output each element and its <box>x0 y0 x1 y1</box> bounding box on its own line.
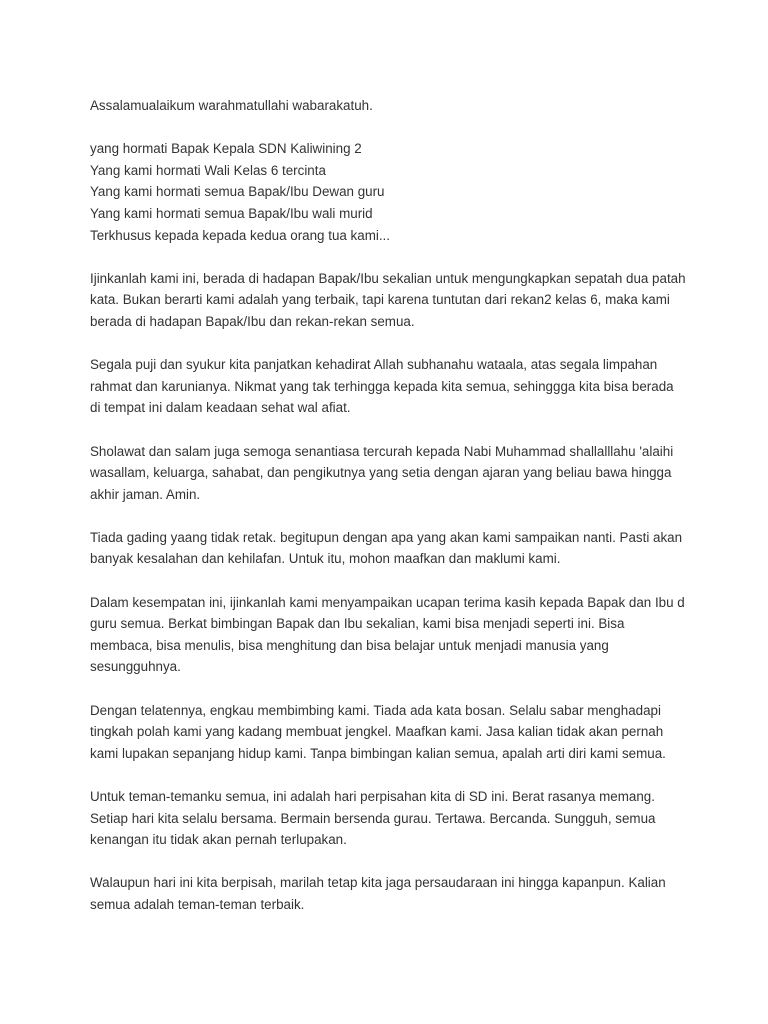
document-page <box>90 95 750 937</box>
paragraph-line: semua adalah teman-teman terbaik. <box>90 896 305 912</box>
paragraph-line: membaca, bisa menulis, bisa menghitung dan bisa belajar untuk menjadi manusia yang <box>90 637 609 653</box>
addressee-line: Terkhusus kepada kepada kedua orang tua kami... <box>90 227 390 243</box>
addressee-line: Yang kami hormati semua Bapak/Ibu wali murid <box>90 205 373 221</box>
paragraph-line: Dengan telatennya, engkau membimbing kami. Tiada ada kata bosan. Selalu sabar menghadapi <box>90 702 661 718</box>
paragraph-friends <box>90 786 750 851</box>
paragraph-praise <box>90 354 750 419</box>
paragraph-apology <box>90 527 750 570</box>
paragraph-line: Untuk teman-temanku semua, ini adalah hari perpisahan kita di SD ini. Berat rasanya memang. <box>90 789 655 804</box>
paragraph-line: Setiap hari kita selalu bersama. Bermain bersenda gurau. Tertawa. Bercanda. Sungguh, semua <box>90 810 656 826</box>
paragraph-line: Ijinkanlah kami ini, berada di hadapan Bapak/Ibu sekalian untuk mengungkapkan sepatah dua patah <box>90 270 686 286</box>
paragraph-line: di tempat ini dalam keadaan sehat wal afiat. <box>90 400 351 416</box>
paragraph-introduction <box>90 268 750 333</box>
paragraph-line: akhir jaman. Amin. <box>90 486 201 502</box>
paragraph-line: Dalam kesempatan ini, ijinkanlah kami menyampaikan ucapan terima kasih kepada Bapak dan Ibu d <box>90 594 685 610</box>
paragraph-line: rahmat dan karunianya. Nikmat yang tak terhingga kepada kita semua, sehinggga kita bisa berada <box>90 378 674 394</box>
paragraph-line: Segala puji dan syukur kita panjatkan kehadirat Allah subhanahu wataala, atas segala limpahan <box>90 357 658 373</box>
paragraph-patience <box>90 700 750 765</box>
greeting <box>90 95 750 117</box>
paragraph-line: kata. Bukan berarti kami adalah yang terbaik, tapi karena tuntutan dari rekan2 kelas 6, maka kami <box>90 292 670 308</box>
paragraph-line: Tiada gading yaang tidak retak. begitupun dengan apa yang akan kami sampaikan nanti. Pasti akan <box>90 529 683 545</box>
paragraph-line: sesungguhnya. <box>90 659 181 675</box>
addressee-line: yang hormati Bapak Kepala SDN Kaliwining 2 <box>90 141 362 157</box>
paragraph-line: tingkah polah kami yang kadang membuat jengkel. Maafkan kami. Jasa kalian tidak akan pernah <box>90 724 664 740</box>
paragraph-farewell <box>90 872 750 915</box>
paragraph-line: wasallam, keluarga, sahabat, dan pengikutnya yang setia dengan ajaran yang beliau bawa hingga <box>90 465 672 481</box>
paragraph-line: berada di hadapan Bapak/Ibu dan rekan-rekan semua. <box>90 313 415 329</box>
paragraph-thanks <box>90 592 750 678</box>
paragraph-line: Sholawat dan salam juga semoga senantiasa tercurah kepada Nabi Muhammad shallalllahu 'alaihi <box>90 443 674 459</box>
greeting-line: Assalamualaikum warahmatullahi wabarakatuh. <box>90 98 373 113</box>
paragraph-line: Walaupun hari ini kita berpisah, marilah tetap kita jaga persaudaraan ini hingga kapanpun. Kalian <box>90 875 666 891</box>
paragraph-line: banyak kesalahan dan kehilafan. Untuk itu, mohon maafkan dan maklumi kami. <box>90 551 561 567</box>
addressee-line: Yang kami hormati Wali Kelas 6 tercinta <box>90 162 326 178</box>
addressee-line: Yang kami hormati semua Bapak/Ibu Dewan guru <box>90 184 385 200</box>
paragraph-line: kenangan itu tidak akan pernah terlupakan. <box>90 832 347 848</box>
addressee-list <box>90 138 750 246</box>
paragraph-line: guru semua. Berkat bimbingan Bapak dan Ibu sekalian, kami bisa menjadi seperti ini. Bisa <box>90 616 625 632</box>
paragraph-sholawat <box>90 441 750 506</box>
paragraph-line: kami lupakan sepanjang hidup kami. Tanpa bimbingan kalian semua, apalah arti diri kami semua. <box>90 745 666 761</box>
